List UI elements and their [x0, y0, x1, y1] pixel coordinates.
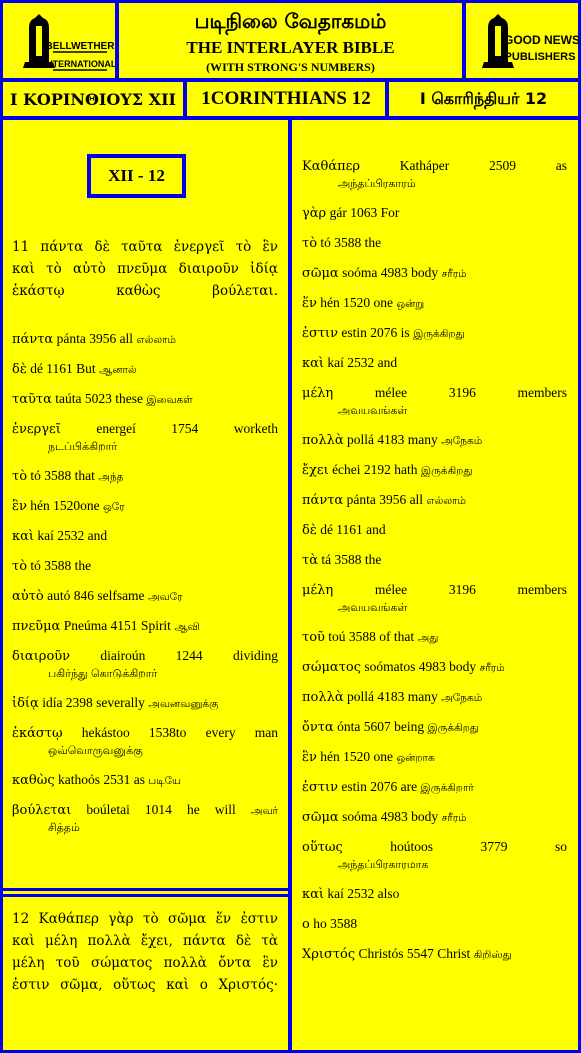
translit-strong-english: kaí 2532 and: [327, 355, 398, 370]
word-entry: [302, 355, 567, 372]
greek-word: τοῦ: [302, 630, 325, 645]
word-entry: [302, 629, 567, 646]
word-entry: [12, 331, 278, 348]
greek-word: ἓν: [12, 499, 27, 514]
translit-strong-english: pollá 4183 many: [347, 689, 442, 704]
greek-word: σῶμα: [302, 266, 339, 281]
translit-strong-english: hén 1520 one: [320, 295, 397, 310]
tamil-meaning: இருக்கிறது: [413, 328, 465, 340]
word-entry: [12, 528, 278, 545]
word-entry: [12, 802, 278, 836]
translit-strong-english: diairoún 1244 dividing: [100, 648, 278, 663]
word-entry: [302, 916, 567, 933]
translit-strong-english: mélee 3196 members: [374, 385, 567, 400]
greek-word: τὸ: [302, 236, 318, 251]
chapter-tamil: I கொரிந்தியர் 12: [419, 88, 548, 108]
tamil-meaning: அந்தப்பிரகாரமாக: [338, 858, 429, 871]
greek-word: τὸ: [12, 559, 28, 574]
translit-strong-english: échei 2192 hath: [332, 462, 421, 477]
tamil-meaning: அவரே: [147, 591, 183, 603]
greek-word: δὲ: [12, 362, 27, 377]
verse-line: καὶ τὸ αὐτὸ πνεῦμα διαιροῦν ἰδίᾳ: [12, 261, 278, 277]
svg-text:GOOD NEWS: GOOD NEWS: [503, 32, 581, 47]
greek-word: ἑκάστῳ: [12, 726, 63, 741]
greek-word: ταῦτα: [12, 392, 52, 407]
greek-word: διαιροῦν: [12, 649, 71, 664]
word-entry: [12, 695, 278, 712]
translit-strong-english: Christós 5547 Christ: [358, 946, 474, 961]
translit-strong-english: Pneúma 4151 Spirit: [63, 618, 175, 633]
greek-word: Χριστός: [302, 947, 356, 962]
translit-strong-english: tó 3588 the: [30, 558, 92, 573]
greek-word: οὕτως: [302, 840, 343, 855]
word-entry: [302, 462, 567, 479]
translit-strong-english: boúletai 1014 he will: [86, 802, 251, 817]
bellwether-logo: [3, 3, 115, 78]
greek-word: ἰδίᾳ: [12, 696, 39, 711]
word-entry: [12, 772, 278, 789]
greek-word: καθὼς: [12, 773, 55, 788]
greek-word: καὶ: [302, 356, 325, 371]
verse-11: [12, 236, 278, 302]
svg-text:PUBLISHERS: PUBLISHERS: [504, 50, 576, 63]
translit-strong-english: dé 1161 But: [30, 361, 100, 376]
left-entries: [12, 331, 278, 849]
translit-strong-english: Katháper 2509 as: [399, 158, 567, 173]
translit-strong-english: energeí 1754 worketh: [96, 421, 279, 436]
translit-strong-english: soómatos 4983 body: [364, 659, 480, 674]
translit-strong-english: dé 1161 and: [320, 522, 386, 537]
tamil-meaning: அநேகம்: [441, 692, 483, 704]
left-divider-2: [0, 894, 290, 897]
greek-word: τὰ: [302, 553, 318, 568]
translit-strong-english: soóma 4983 body: [342, 809, 442, 824]
chapter-english: 1CORINTHIANS 12: [201, 88, 371, 109]
tamil-meaning: இருக்கிறார்: [420, 782, 474, 794]
word-entry: [302, 659, 567, 676]
greek-word: Καθάπερ: [302, 159, 361, 174]
verse-line: καὶ μέλη πολλὰ ἔχει, πάντα δὲ τὰ: [12, 933, 278, 949]
word-entry: [12, 468, 278, 485]
word-entry: [302, 886, 567, 903]
greek-word: μέλη: [302, 583, 334, 598]
verse-line: 11 πάντα δὲ ταῦτα ἐνεργεῖ τὸ ἓν: [12, 239, 278, 255]
title-tamil: படிநிலை வேதாகமம்: [194, 9, 387, 33]
greek-word: καὶ: [12, 529, 35, 544]
tamil-meaning: அவனவனுக்கு: [148, 698, 219, 710]
translit-strong-english: hekástoo 1538to every man: [81, 725, 278, 740]
tamil-meaning: அவர்: [250, 805, 279, 817]
word-entry: [12, 648, 278, 682]
greek-word: ο: [302, 917, 310, 932]
greek-word: ὄντα: [302, 720, 334, 735]
tamil-meaning: ஒன்று: [396, 298, 425, 310]
greek-word: γὰρ: [302, 206, 327, 221]
greek-word: μέλη: [302, 386, 334, 401]
translit-strong-english: pollá 4183 many: [347, 432, 442, 447]
word-entry: [302, 779, 567, 796]
title-english: THE INTERLAYER BIBLE: [186, 38, 395, 57]
translit-strong-english: tó 3588 the: [320, 235, 382, 250]
translit-strong-english: hén 1520one: [30, 498, 103, 513]
tamil-meaning: பகிர்ந்து கொடுக்கிறார்: [48, 667, 158, 680]
tamil-meaning: ஒவ்வொருவனுக்கு: [48, 744, 143, 757]
greek-word: δὲ: [302, 523, 317, 538]
translit-strong-english: kathoós 2531 as: [58, 772, 149, 787]
tamil-meaning: எல்லாம்: [136, 334, 176, 346]
tamil-meaning: அந்த: [98, 471, 124, 483]
word-entry: [302, 432, 567, 449]
translit-strong-english: kaí 2532 and: [37, 528, 108, 543]
greek-word: πολλὰ: [302, 433, 344, 448]
tamil-meaning: இவைகள்: [146, 394, 193, 406]
word-entry: [12, 391, 278, 408]
greek-word: πάντα: [12, 332, 54, 347]
translit-strong-english: kaí 2532 also: [327, 886, 400, 901]
translit-strong-english: tá 3588 the: [321, 552, 382, 567]
word-entry: [302, 749, 567, 766]
greek-word: ἔχει: [302, 463, 329, 478]
greek-word: πολλὰ: [302, 690, 344, 705]
translit-strong-english: idía 2398 severally: [42, 695, 149, 710]
word-entry: [12, 558, 278, 575]
greek-word: αὐτὸ: [12, 589, 44, 604]
translit-strong-english: tó 3588 that: [30, 468, 99, 483]
column-divider: [288, 118, 292, 1053]
tamil-meaning: அவயவங்கள்: [338, 601, 408, 614]
word-entry: [302, 552, 567, 569]
right-entries: [302, 158, 567, 976]
translit-strong-english: soóma 4983 body: [342, 265, 442, 280]
greek-word: σῶμα: [302, 810, 339, 825]
tamil-meaning: நடப்பிக்கிறார்: [48, 440, 118, 453]
word-entry: [12, 421, 278, 455]
verse-line: μέλη τοῦ σώματος πολλὰ ὄντα ἓν: [12, 955, 278, 971]
translit-strong-english: autó 846 selfsame: [47, 588, 148, 603]
tamil-meaning: அந்தப்பிரகாரம்: [338, 177, 416, 190]
svg-text:INTERNATIONAL: INTERNATIONAL: [43, 58, 117, 69]
translit-strong-english: toú 3588 of that: [328, 629, 418, 644]
greek-word: σώματος: [302, 660, 362, 675]
greek-word: πάντα: [302, 493, 344, 508]
greek-word: πνεῦμα: [12, 619, 61, 634]
tamil-meaning: அது: [417, 632, 439, 644]
title-subtitle: (WITH STRONG'S NUMBERS): [206, 60, 375, 74]
word-entry: [302, 295, 567, 312]
translit-strong-english: mélee 3196 members: [374, 582, 567, 597]
verse-12: [12, 908, 278, 996]
tamil-meaning: இருக்கிறது: [427, 722, 479, 734]
word-entry: [302, 689, 567, 706]
word-entry: [302, 809, 567, 826]
word-entry: [302, 325, 567, 342]
greek-word: τὸ: [12, 469, 28, 484]
chapter-greek: Ι ΚΟΡΙΝΘΙΟΥΣ XII: [9, 89, 177, 109]
word-entry: [12, 725, 278, 759]
word-entry: [302, 265, 567, 282]
tamil-meaning: சித்தம்: [48, 821, 80, 834]
word-entry: [12, 361, 278, 378]
tamil-meaning: எல்லாம்: [426, 495, 466, 507]
translit-strong-english: estin 2076 is: [341, 325, 414, 340]
tamil-meaning: ஒரே: [103, 501, 125, 513]
verse-line: 12 Καθάπερ γὰρ τὸ σῶμα ἕν ἐστιν: [12, 911, 278, 927]
greek-word: ἐνεργεῖ: [12, 422, 61, 437]
tamil-meaning: சரீரம்: [441, 812, 467, 824]
translit-strong-english: estin 2076 are: [341, 779, 421, 794]
translit-strong-english: gár 1063 For: [329, 205, 400, 220]
greek-word: καὶ: [302, 887, 325, 902]
tamil-meaning: ஆனால்: [99, 364, 137, 376]
word-entry: [302, 385, 567, 419]
translit-strong-english: ónta 5607 being: [337, 719, 428, 734]
greek-word: ἐστιν: [302, 780, 339, 795]
word-entry: [302, 205, 567, 222]
tamil-meaning: சரீரம்: [479, 662, 505, 674]
bellwether-logo-icon: [9, 6, 117, 76]
word-entry: [302, 719, 567, 736]
word-entry: [302, 492, 567, 509]
word-entry: [302, 839, 567, 873]
greek-word: ἓν: [302, 750, 317, 765]
word-entry: [302, 522, 567, 539]
translit-strong-english: hoútoos 3779 so: [390, 839, 568, 854]
tamil-meaning: படியே: [148, 775, 182, 787]
word-entry: [302, 582, 567, 616]
verse-line: ἑκάστῳ καθὼς βούλεται.: [12, 283, 278, 299]
word-entry: [302, 158, 567, 192]
translit-strong-english: pánta 3956 all: [346, 492, 427, 507]
tamil-meaning: இருக்கிறது: [420, 465, 473, 477]
good-news-logo: [466, 3, 581, 78]
tamil-meaning: ஆவி: [174, 621, 200, 633]
word-entry: [12, 618, 278, 635]
tamil-meaning: அவயவங்கள்: [338, 404, 408, 417]
greek-word: ἐστιν: [302, 326, 339, 341]
greek-word: ἕν: [302, 296, 317, 311]
header-title-block: [119, 3, 462, 78]
svg-text:BELLWETHER: BELLWETHER: [45, 40, 115, 52]
left-divider-1: [0, 888, 290, 891]
translit-strong-english: hén 1520 one: [320, 749, 397, 764]
tamil-meaning: கிறிஸ்து: [473, 949, 512, 961]
tamil-meaning: சரீரம்: [441, 268, 467, 280]
word-entry: [12, 588, 278, 605]
translit-strong-english: pánta 3956 all: [56, 331, 137, 346]
tamil-meaning: ஒன்றாக: [396, 752, 435, 764]
word-entry: [302, 946, 567, 963]
tamil-meaning: அநேகம்: [441, 435, 483, 447]
greek-word: βούλεται: [12, 803, 72, 818]
translit-strong-english: ho 3588: [313, 916, 358, 931]
verse-line: ἐστιν σῶμα, οὕτως καὶ ο Χριστός·: [12, 977, 278, 993]
good-news-logo-icon: [472, 6, 581, 76]
translit-strong-english: taúta 5023 these: [55, 391, 147, 406]
word-entry: [302, 235, 567, 252]
word-entry: [12, 498, 278, 515]
chapter-box: XII - 12: [87, 154, 186, 198]
